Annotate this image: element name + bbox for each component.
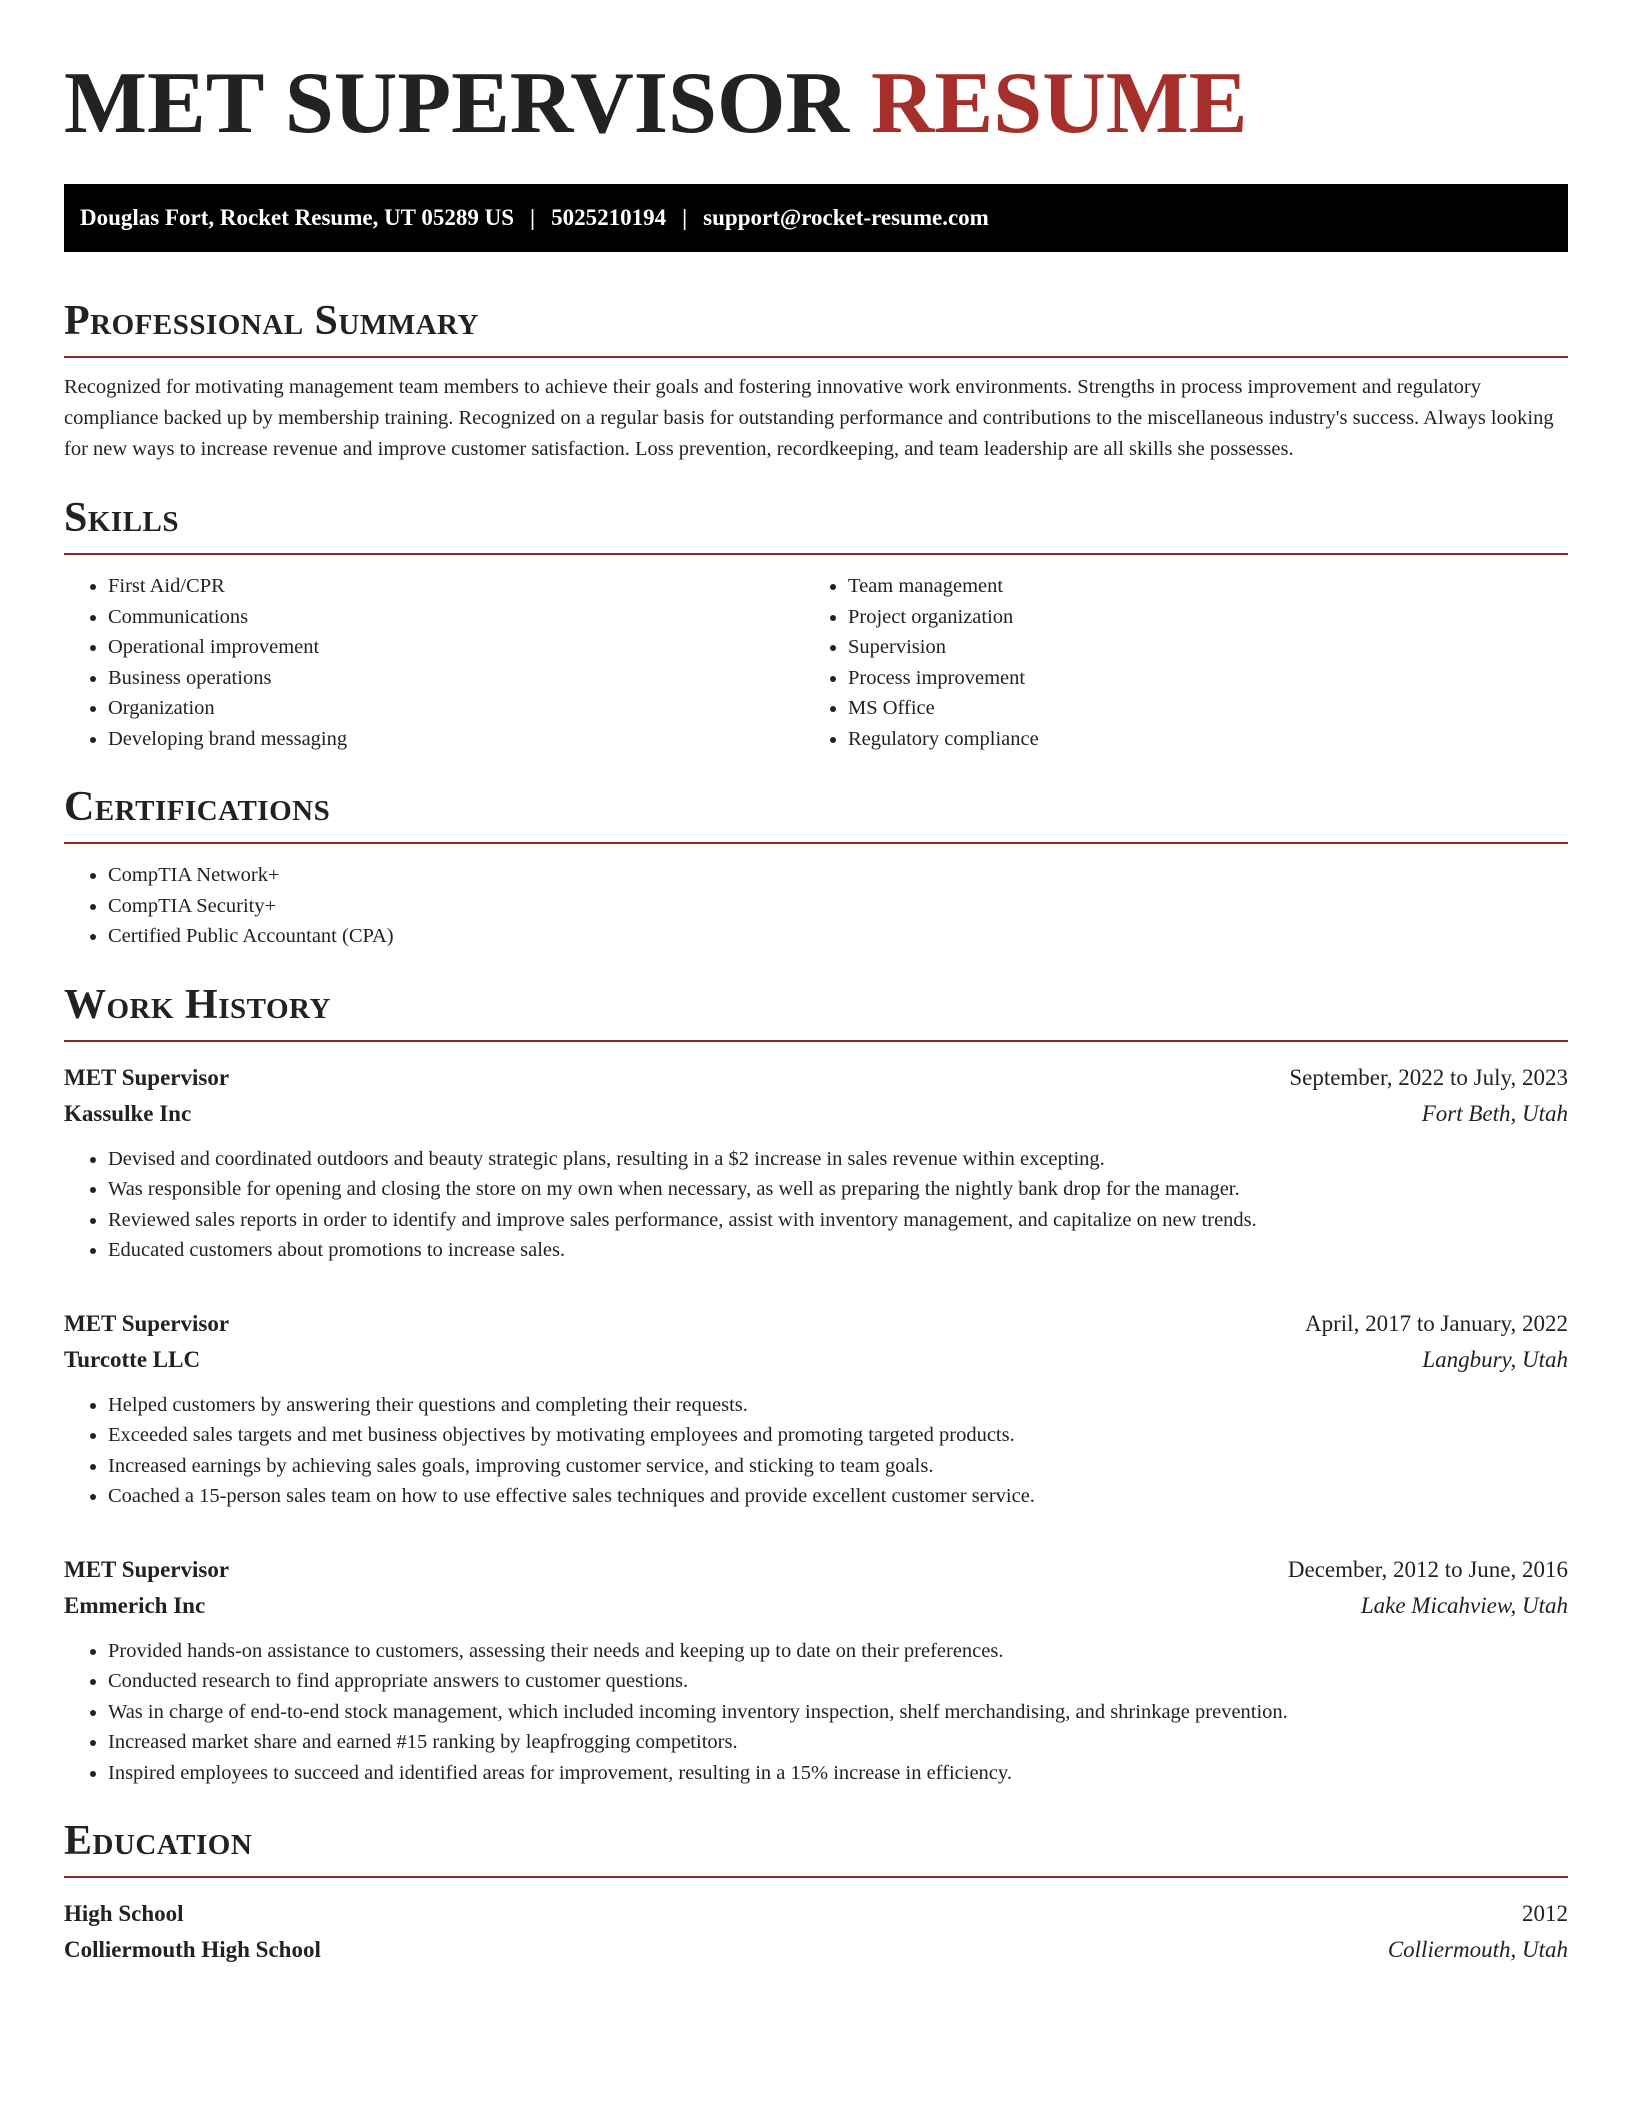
skill-item: • Business operations	[108, 663, 804, 694]
job-dates: December, 2012 to June, 2016	[1287, 1556, 1568, 1582]
certifications-list	[64, 860, 1568, 952]
contact-bar	[64, 184, 1568, 252]
skills-section	[64, 495, 1568, 754]
job-bullet: • Helped customers by answering their questions and completing their requests.	[108, 1390, 1568, 1421]
skill-item: • Organization	[108, 693, 804, 724]
job-bullet: • Increased earnings by achieving sales goals, improving customer service, and sticking to team goals.	[108, 1451, 1568, 1482]
certifications-section	[64, 784, 1568, 952]
job-bullet: • Conducted research to find appropriate answers to customer questions.	[108, 1666, 1568, 1697]
education-location: Colliermouth, Utah	[1387, 1937, 1568, 1962]
certification-item: • Certified Public Accountant (CPA)	[108, 921, 1568, 952]
job-bullets	[64, 1144, 1568, 1266]
education-section	[64, 1818, 1568, 1968]
job-bullet: • Increased market share and earned #15 ranking by leapfrogging competitors.	[108, 1727, 1568, 1758]
job-header-row	[64, 1552, 1568, 1588]
job-location: Langbury, Utah	[1422, 1346, 1568, 1372]
education-year: 2012	[1522, 1901, 1568, 1926]
job-bullet: • Exceeded sales targets and met business objectives by motivating employees and promoting targeted products.	[108, 1420, 1568, 1451]
education-entry	[64, 1896, 1568, 1968]
job-title: MET Supervisor	[64, 1310, 230, 1336]
skill-item: • Operational improvement	[108, 632, 804, 663]
job-title: MET Supervisor	[64, 1556, 230, 1582]
contact-separator: |	[530, 205, 536, 230]
job-bullet: • Provided hands-on assistance to customers, assessing their needs and keeping up to date on their preferences.	[108, 1636, 1568, 1667]
skills-grid	[64, 571, 1568, 754]
job-bullet: • Devised and coordinated outdoors and beauty strategic plans, resulting in a $2 increase in sales revenue within excepting.	[108, 1144, 1568, 1175]
job-location: Fort Beth, Utah	[1421, 1100, 1568, 1126]
job-dates: September, 2022 to July, 2023	[1289, 1064, 1568, 1090]
job-entry	[64, 1306, 1568, 1512]
work-history-heading: Work History	[64, 982, 1568, 1042]
skill-item: • Communications	[108, 602, 804, 633]
contact-phone: 5025210194	[551, 205, 667, 230]
summary-heading: Professional Summary	[64, 298, 1568, 358]
job-entry	[64, 1060, 1568, 1266]
job-dates: April, 2017 to January, 2022	[1305, 1310, 1568, 1336]
skills-column-left	[64, 571, 804, 754]
job-entry	[64, 1552, 1568, 1789]
skill-item: • Supervision	[848, 632, 1544, 663]
summary-section	[64, 298, 1568, 465]
job-header-row	[64, 1060, 1568, 1096]
job-company-row	[64, 1588, 1568, 1624]
education-degree: High School	[64, 1901, 184, 1926]
job-bullet: • Coached a 15-person sales team on how to use effective sales techniques and provide excellent customer service.	[108, 1481, 1568, 1512]
certification-item: • CompTIA Security+	[108, 891, 1568, 922]
contact-email: support@rocket-resume.com	[703, 205, 989, 230]
job-company: Kassulke Inc	[64, 1100, 192, 1126]
job-header-row	[64, 1306, 1568, 1342]
education-heading: Education	[64, 1818, 1568, 1878]
skill-item: • Project organization	[848, 602, 1544, 633]
job-bullet: • Was in charge of end-to-end stock management, which included incoming inventory inspection, shelf merchandising, and shrinkage prevention.	[108, 1697, 1568, 1728]
job-bullets	[64, 1390, 1568, 1512]
skill-item: • Regulatory compliance	[848, 724, 1544, 755]
skills-heading: Skills	[64, 495, 1568, 555]
work-history-section	[64, 982, 1568, 1789]
job-bullet: • Was responsible for opening and closing the store on my own when necessary, as well as preparing the nightly bank drop for the manager.	[108, 1174, 1568, 1205]
summary-text: Recognized for motivating management team members to achieve their goals and fostering innovative work environments. Strengths in process improvement and regulatory compliance backed up by membership training. Recognized on a regular basis for outstanding performance and contributions to the miscellaneous industry's success. Always looking for new ways to increase revenue and improve customer satisfaction. Loss prevention, recordkeeping, and team leadership are all skills she possesses.	[64, 376, 1554, 460]
job-location: Lake Micahview, Utah	[1360, 1592, 1568, 1618]
resume-title-main: MET SUPERVISOR	[64, 55, 871, 152]
education-school: Colliermouth High School	[64, 1937, 321, 1962]
education-degree-row	[64, 1896, 1568, 1932]
education-school-row	[64, 1932, 1568, 1968]
certifications-heading: Certifications	[64, 784, 1568, 844]
job-company: Emmerich Inc	[64, 1592, 206, 1618]
job-bullets	[64, 1636, 1568, 1789]
skills-column-right	[804, 571, 1544, 754]
job-bullet: • Reviewed sales reports in order to identify and improve sales performance, assist with inventory management, and capitalize on new trends.	[108, 1205, 1568, 1236]
skill-item: • MS Office	[848, 693, 1544, 724]
certification-item: • CompTIA Network+	[108, 860, 1568, 891]
resume-title	[64, 54, 1568, 154]
contact-separator: |	[682, 205, 688, 230]
skill-item: • First Aid/CPR	[108, 571, 804, 602]
skills-list-right	[804, 571, 1544, 754]
job-title: MET Supervisor	[64, 1064, 230, 1090]
job-bullet: • Educated customers about promotions to increase sales.	[108, 1235, 1568, 1266]
skill-item: • Team management	[848, 571, 1544, 602]
resume-title-accent: RESUME	[871, 55, 1248, 152]
contact-address: Douglas Fort, Rocket Resume, UT 05289 US	[80, 205, 515, 230]
skill-item: • Process improvement	[848, 663, 1544, 694]
skills-list-left	[64, 571, 804, 754]
job-company: Turcotte LLC	[64, 1346, 201, 1372]
job-company-row	[64, 1096, 1568, 1132]
job-company-row	[64, 1342, 1568, 1378]
skill-item: • Developing brand messaging	[108, 724, 804, 755]
job-bullet: • Inspired employees to succeed and identified areas for improvement, resulting in a 15% increase in efficiency.	[108, 1758, 1568, 1789]
